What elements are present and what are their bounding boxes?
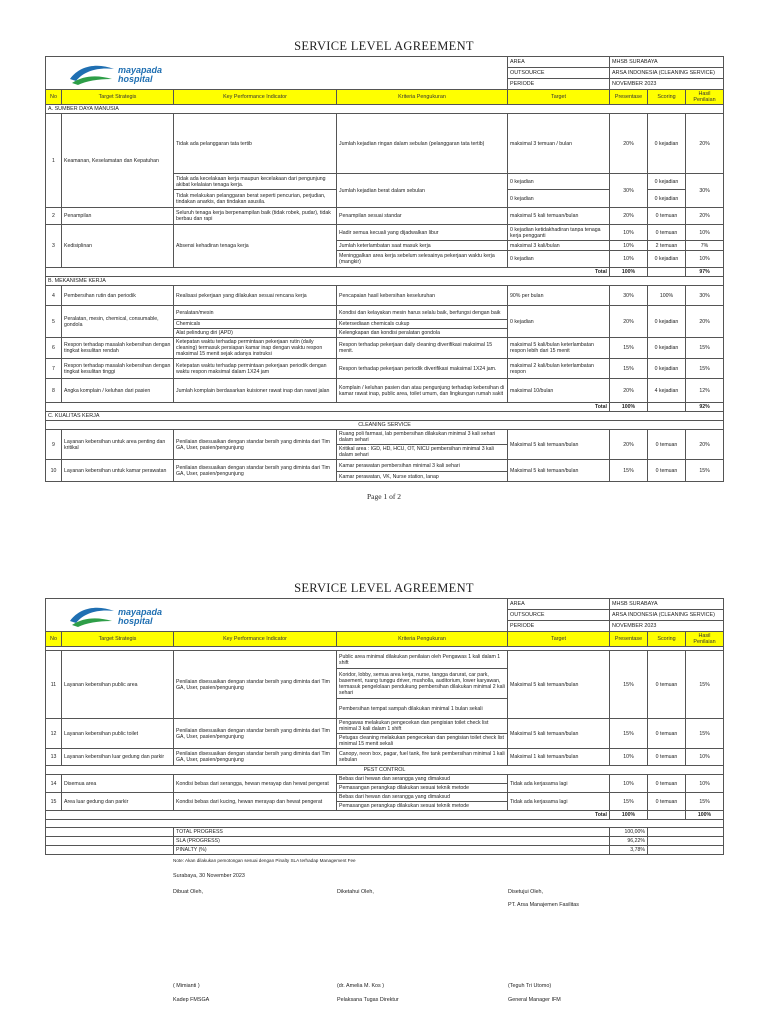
table-header (46, 90, 724, 105)
row-target-strategis: Respon terhadap masalah kebersihan dengan tingkat kesulitan rendah (62, 338, 174, 359)
row-presentase: 20% (610, 430, 648, 460)
col-header-no: No (46, 632, 62, 647)
sla-table-1 (45, 56, 724, 482)
logo-text-line1: mayapada (118, 607, 163, 617)
row-hasil: 15% (686, 651, 724, 719)
row-scoring: 0 temuan (648, 651, 686, 719)
hospital-logo-icon (68, 61, 178, 87)
row-hasil: 15% (686, 460, 724, 482)
row-kpi: Penilaian disesuaikan dengan standar bersih yang diminta dari Tim GA, User, pasien/pengunjung (174, 719, 337, 749)
row-hasil: 15% (686, 719, 724, 749)
row-number: 1 (46, 114, 62, 208)
row-kriteria: Respon terhadap pekerjaan periodik diverifikasi maksimal 1X24 jam. (337, 359, 508, 379)
row-target-strategis: Area luar gedung dan parkir (62, 793, 174, 811)
row-kriteria: Petugas cleaning melakukan pengecekan dan pengisian toilet check list minimal 15 menit sekali (337, 734, 508, 749)
row-kpi: Tidak ada pelanggaran tata tertib (174, 114, 337, 174)
summary-row (46, 828, 724, 837)
meta-value-area: MHSB SURABAYA (610, 599, 724, 610)
row-target-strategis: Layanan kebersihan luar gedung dan parkir (62, 749, 174, 766)
row-number: 2 (46, 208, 62, 225)
row-target: maksimal 3 kali/bulan (508, 241, 610, 251)
col-header-hasil: Hasil Penilaian (686, 90, 724, 105)
row-scoring: 0 temuan (648, 225, 686, 241)
row-kriteria: Jumlah kejadian berat dalam sebulan (337, 174, 508, 208)
row-target: 0 kejadian ketidakhadiran tanpa tenaga kerja pengganti (508, 225, 610, 241)
row-hasil: 30% (686, 286, 724, 306)
row-kriteria: Kamar perawatan pembersihan minimal 3 kali sehari (337, 460, 508, 472)
row-kriteria: Ruang poli farmasi, lab pembersihan dilakukan minimal 3 kali sehari dalam sehari (337, 430, 508, 445)
total-row (46, 403, 724, 412)
row-target-strategis: Pembersihan rutin dan periodik (62, 286, 174, 306)
meta-value-periode: NOVEMBER 2023 (610, 79, 724, 90)
row-kpi: Tidak melakukan pelanggaran berat seperti pencurian, perjudian, tindakan anarkis, dan tindakan asusila. (174, 190, 337, 208)
col-header-presentase: Presentase (610, 90, 648, 105)
row-presentase: 15% (610, 460, 648, 482)
row-target-strategis: Respon terhadap masalah kebersihan dengan tingkat kesulitan tinggi (62, 359, 174, 379)
row-target: Tidak ada kerjasama lagi (508, 775, 610, 793)
subsection-title: PEST CONTROL (46, 766, 724, 775)
col-header-scoring: Scoring (648, 90, 686, 105)
total-hasil: 100% (686, 811, 724, 820)
row-kriteria: Kondisi dan kelayakan mesin harus selalu baik, berfungsi dengan baik (337, 306, 508, 320)
row-target: Maksimal 5 kali temuan/bulan (508, 430, 610, 460)
row-kpi: Ketepatan waktu terhadap permintaan pekerjaan rutin (daily cleaning) termasuk persiapan kamar inap dengan waktu respon maksimal 15 menit sejak adanya instruksi (174, 338, 337, 359)
row-scoring: 0 kejadian (648, 338, 686, 359)
col-header-target: Target (508, 632, 610, 647)
total-presentase: 100% (610, 403, 648, 412)
signer-role-2: Pelaksana Tugas Direktur (337, 997, 399, 1003)
total-row (46, 268, 724, 277)
table-row (46, 114, 724, 174)
col-header-scoring: Scoring (648, 632, 686, 647)
row-kriteria: Hadir semua kecuali yang dijadwalkan libur (337, 225, 508, 241)
total-label: Total (46, 811, 610, 820)
row-scoring: 0 temuan (648, 208, 686, 225)
summary-label: SLA (PROGRESS) (174, 837, 610, 846)
hospital-logo-icon (68, 603, 178, 629)
row-presentase: 15% (610, 651, 648, 719)
row-kpi: Seluruh tenaga kerja berpenampilan baik (tidak robek, pudar), tidak berbau dan rapi (174, 208, 337, 225)
meta-value-outsource: ARSA INDONESIA (CLEANING SERVICE) (610, 68, 724, 79)
row-kriteria: Meninggalkan area kerja sebelum selesainya pekerjaan waktu kerja (mangkir) (337, 251, 508, 268)
signer-role-3: General Manager IFM (508, 997, 561, 1003)
row-target: 0 kejadian (508, 190, 610, 208)
row-hasil: 20% (686, 208, 724, 225)
row-kriteria: Respon terhadap pekerjaan daily cleaning diverifikasi maksimal 15 menit. (337, 338, 508, 359)
row-target: maksimal 10/bulan (508, 379, 610, 403)
row-kriteria: Canopy, neon box, pagar, fuel tank, fire tank pembersihan minimal 1 kali sebulan (337, 749, 508, 766)
row-presentase: 30% (610, 174, 648, 208)
row-kriteria: Bebas dari hewan dan serangga yang dimaksud (337, 775, 508, 784)
row-target-strategis: Penampilan (62, 208, 174, 225)
row-hasil: 20% (686, 306, 724, 338)
company-name: PT. Arsa Manajemen Fasilitas (508, 902, 580, 908)
row-scoring: 0 temuan (648, 460, 686, 482)
row-target-strategis: Kedisiplinan (62, 225, 174, 268)
total-hasil: 97% (686, 268, 724, 277)
col-header-target-strategis: Target Strategis (62, 632, 174, 647)
row-scoring: 0 temuan (648, 793, 686, 811)
row-kriteria: Public area minimal dilakukan penilaian oleh Pengawas 1 kali dalam 1 shift (337, 651, 508, 669)
row-kpi: Penilaian disesuaikan dengan standar bersih yang diminta dari Tim GA, User, pasien/pengunjung (174, 651, 337, 719)
total-presentase: 100% (610, 268, 648, 277)
table-row (46, 430, 724, 445)
row-target: 90% per bulan (508, 286, 610, 306)
row-kpi: Chemicals (174, 320, 337, 329)
row-kriteria: Pengawas melakukan pengecekan dan pengisian toilet check list minimal 3 kali dalam 1 shift (337, 719, 508, 734)
meta-label-periode: PERIODE (508, 79, 610, 90)
meta-label-periode: PERIODE (508, 621, 610, 632)
row-hasil: 10% (686, 775, 724, 793)
logo-text-line2: hospital (118, 74, 153, 84)
col-header-no: No (46, 90, 62, 105)
table-row (46, 286, 724, 306)
row-kpi: Realisasi pekerjaan yang dilakukan sesuai rencana kerja (174, 286, 337, 306)
meta-value-outsource: ARSA INDONESIA (CLEANING SERVICE) (610, 610, 724, 621)
row-target-strategis: Layanan kebersihan untuk area penting dan kritikal (62, 430, 174, 460)
row-target: 0 kejadian (508, 251, 610, 268)
table-row (46, 208, 724, 225)
page-title: SERVICE LEVEL AGREEMENT (294, 581, 474, 595)
row-presentase: 20% (610, 379, 648, 403)
row-number: 14 (46, 775, 62, 793)
row-kriteria: Bebas dari hewan dan serangga yang dimaksud (337, 793, 508, 802)
meta-label-area: AREA (508, 57, 610, 68)
col-header-hasil: Hasil Penilaian (686, 632, 724, 647)
row-kriteria: Kelengkapan dan kondisi peralatan gondola (337, 329, 508, 338)
table-row (46, 460, 724, 472)
logo-cell (46, 57, 508, 90)
summary-row (46, 837, 724, 846)
summary-value: 96,22% (610, 837, 648, 846)
row-number: 6 (46, 338, 62, 359)
row-kpi: Alat pelindung diri (APD) (174, 329, 337, 338)
row-target-strategis: Angka komplain / keluhan dari pasien (62, 379, 174, 403)
row-presentase: 20% (610, 306, 648, 338)
row-kpi: Tidak ada kecelakaan kerja maupun kecelakaan dari pengunjung akibat kelalaian tenaga kerja. (174, 174, 337, 190)
row-kpi: Penilaian disesuaikan dengan standar bersih yang diminta dari Tim GA, User, pasien/pengunjung (174, 749, 337, 766)
page-number: Page 1 of 2 (367, 492, 401, 501)
total-row (46, 811, 724, 820)
meta-label-area: AREA (508, 599, 610, 610)
row-kriteria: Jumlah kejadian ringan dalam sebulan (pelanggaran tata tertib) (337, 114, 508, 174)
row-presentase: 10% (610, 775, 648, 793)
row-number: 7 (46, 359, 62, 379)
row-scoring: 4 kejadian (648, 379, 686, 403)
table-row (46, 379, 724, 403)
table-row (46, 651, 724, 669)
row-number: 10 (46, 460, 62, 482)
row-hasil: 15% (686, 359, 724, 379)
row-kriteria: Pembersihan tempat sampah dilakukan minimal 1 bulan sekali (337, 699, 508, 719)
signer-name-3: (Teguh Tri Utomo) (508, 983, 552, 989)
row-presentase: 10% (610, 225, 648, 241)
row-scoring: 0 kejadian (648, 114, 686, 174)
col-header-target: Target (508, 90, 610, 105)
row-target: Tidak ada kerjasama lagi (508, 793, 610, 811)
row-presentase: 15% (610, 338, 648, 359)
row-number: 13 (46, 749, 62, 766)
table-row (46, 775, 724, 784)
table-row (46, 306, 724, 320)
section-title: B. MEKANISME KERJA (46, 277, 724, 286)
table-row (46, 225, 724, 241)
summary-value: 3,78% (610, 846, 648, 855)
col-header-presentase: Presentase (610, 632, 648, 647)
table-row (46, 793, 724, 802)
row-number: 5 (46, 306, 62, 338)
logo-text-line1: mayapada (118, 65, 163, 75)
summary-label: TOTAL PROGRESS (174, 828, 610, 837)
row-kriteria: Komplain / keluhan pasien dan atau pengunjung terhadap kebersihan di kamar rawat inap, public area, toilet umum, dan lingkungan rumah sakit (337, 379, 508, 403)
row-target-strategis: Layanan kebersihan public toilet (62, 719, 174, 749)
row-scoring: 100% (648, 286, 686, 306)
row-scoring: 0 kejadian (648, 174, 686, 190)
row-kpi: Penilaian disesuaikan dengan standar bersih yang diminta dari Tim GA, User, pasien/pengunjung (174, 460, 337, 482)
row-presentase: 20% (610, 114, 648, 174)
page-title: SERVICE LEVEL AGREEMENT (294, 39, 474, 53)
row-hasil: 10% (686, 749, 724, 766)
total-label: Total (46, 403, 610, 412)
table-row (46, 749, 724, 766)
row-scoring: 0 kejadian (648, 251, 686, 268)
row-kpi: Ketepatan waktu terhadap permintaan pekerjaan periodik dengan waktu respon maksimal dalam 1X24 jam (174, 359, 337, 379)
logo-text-line2: hospital (118, 616, 153, 626)
row-target-strategis: Layanan kebersihan public area (62, 651, 174, 719)
col-header-target-strategis: Target Strategis (62, 90, 174, 105)
row-target: 0 kejadian (508, 174, 610, 190)
summary-value: 100,00% (610, 828, 648, 837)
row-scoring: 0 kejadian (648, 359, 686, 379)
row-target: 0 kejadian (508, 306, 610, 338)
row-target-strategis: Peralatan, mesin, chemical, consumable, gondola (62, 306, 174, 338)
row-hasil: 10% (686, 225, 724, 241)
col-header-kpi: Key Performance Indicator (174, 632, 337, 647)
row-scoring: 0 kejadian (648, 190, 686, 208)
meta-value-area: MHSB SURABAYA (610, 57, 724, 68)
row-hasil: 30% (686, 174, 724, 208)
row-scoring: 0 temuan (648, 430, 686, 460)
row-target: Maksimal 5 kali temuan/bulan (508, 651, 610, 719)
row-kpi: Jumlah komplain berdasarkan kuisioner rawat inap dan rawat jalan (174, 379, 337, 403)
place-date: Surabaya, 30 November 2023 (173, 873, 245, 879)
row-scoring: 2 temuan (648, 241, 686, 251)
logo-cell (46, 599, 508, 632)
table-header (46, 632, 724, 647)
row-target: maksimal 5 kali temuan/bulan (508, 208, 610, 225)
row-target: Maksimal 1 kali temuan/bulan (508, 749, 610, 766)
row-target-strategis: Keamanan, Keselamatan dan Kepatuhan (62, 114, 174, 208)
row-kriteria: Pencapaian hasil kebersihan keseluruhan (337, 286, 508, 306)
row-presentase: 10% (610, 241, 648, 251)
row-number: 12 (46, 719, 62, 749)
total-hasil: 92% (686, 403, 724, 412)
row-hasil: 15% (686, 793, 724, 811)
row-kpi: Penilaian disesuaikan dengan standar bersih yang diminta dari Tim GA, User, pasien/pengunjung (174, 430, 337, 460)
sla-table-2 (45, 598, 724, 855)
signer-name-2: (dr. Amelia M. Kos ) (337, 983, 385, 989)
row-target: maksimal 5 kali/bulan keterlambatan respon lebih dari 15 menit (508, 338, 610, 359)
row-hasil: 15% (686, 338, 724, 359)
disetujui-label: Disetujui Oleh, (508, 889, 544, 895)
signature-footer (45, 855, 723, 1035)
summary-label: PINALTY (%) (174, 846, 610, 855)
table-row (46, 338, 724, 359)
row-kriteria: Pemasangan perangkap dilakukan sesuai teknik metode (337, 802, 508, 811)
row-kriteria: Pemasangan perangkap dilakukan sesuai teknik metode (337, 784, 508, 793)
meta-label-outsource: OUTSOURCE (508, 68, 610, 79)
row-number: 4 (46, 286, 62, 306)
meta-label-outsource: OUTSOURCE (508, 610, 610, 621)
total-presentase: 100% (610, 811, 648, 820)
row-presentase: 15% (610, 719, 648, 749)
row-hasil: 20% (686, 430, 724, 460)
row-presentase: 15% (610, 793, 648, 811)
sla-page-2 (45, 580, 723, 1035)
section-title: C. KUALITAS KERJA (46, 412, 724, 421)
row-number: 9 (46, 430, 62, 460)
row-kpi: Absensi kehadiran tenaga kerja (174, 225, 337, 268)
row-presentase: 10% (610, 749, 648, 766)
meta-value-periode: NOVEMBER 2023 (610, 621, 724, 632)
total-label: Total (46, 268, 610, 277)
row-scoring: 0 temuan (648, 749, 686, 766)
row-number: 8 (46, 379, 62, 403)
row-presentase: 15% (610, 359, 648, 379)
summary-row (46, 846, 724, 855)
sla-page-1 (45, 38, 723, 501)
row-target: Maksimal 5 kali temuan/bulan (508, 460, 610, 482)
table-row (46, 359, 724, 379)
row-hasil: 10% (686, 251, 724, 268)
row-kpi: Kondisi bebas dari serangga, hewan merayap dan hewat pengerat (174, 775, 337, 793)
row-kriteria: Ketersediaan chemicals cukup (337, 320, 508, 329)
col-header-kpi: Key Performance Indicator (174, 90, 337, 105)
row-scoring: 0 kejadian (648, 306, 686, 338)
signer-role-1: Kadep FMSGA (173, 997, 210, 1003)
col-header-kriteria: Kriteria Pengukuran (337, 632, 508, 647)
row-kriteria: Koridor, lobby, semua area kerja, nurse, tangga darurat, car park, basement, ruang tunggu driver, musholla, auditorium, lower karyawan, termasuk pengelolaan pendukung pembersihan dilakukan minimal 2 kali sehari (337, 669, 508, 699)
row-presentase: 20% (610, 208, 648, 225)
row-kpi: Peralatan/mesin (174, 306, 337, 320)
section-title: A. SUMBER DAYA MANUSIA (46, 105, 724, 114)
row-scoring: 0 temuan (648, 719, 686, 749)
row-number: 11 (46, 651, 62, 719)
penalty-note: Note: Akan dilakukan pemotongan sesuai dengan Pinalty SLA terhadap Management Fee (173, 858, 356, 863)
table-row (46, 719, 724, 734)
subsection-title: CLEANING SERVICE (46, 421, 724, 430)
row-target-strategis: Layanan kebersihan untuk kamar perawatan (62, 460, 174, 482)
row-hasil: 20% (686, 114, 724, 174)
row-hasil: 12% (686, 379, 724, 403)
diketahui-label: Diketahui Oleh, (337, 889, 374, 895)
row-kriteria: Kamar perawatan, VK, Nurse station, lanap (337, 472, 508, 482)
row-kriteria: Penampilan sesuai standar (337, 208, 508, 225)
col-header-kriteria: Kriteria Pengukuran (337, 90, 508, 105)
row-hasil: 7% (686, 241, 724, 251)
dibuat-label: Dibuat Oleh, (173, 889, 203, 895)
signer-name-1: ( Mimianti ) (173, 983, 200, 989)
row-kpi: Kondisi bebas dari kucing, hewan merayap dan hewat pengerat (174, 793, 337, 811)
row-target-strategis: Disemua area (62, 775, 174, 793)
row-number: 3 (46, 225, 62, 268)
row-target: maksimal 2 kali/bulan keterlambatan respon (508, 359, 610, 379)
row-scoring: 0 temuan (648, 775, 686, 793)
row-target: maksimal 3 temuan / bulan (508, 114, 610, 174)
row-presentase: 30% (610, 286, 648, 306)
row-kriteria: Kritikal area : IGD, HD, HCU, OT, NICU pembersihan minimal 3 kali dalam sehari (337, 445, 508, 460)
row-kriteria: Jumlah keterlambatan saat masuk kerja (337, 241, 508, 251)
row-presentase: 10% (610, 251, 648, 268)
row-number: 15 (46, 793, 62, 811)
row-target: Maksimal 5 kali temuan/bulan (508, 719, 610, 749)
